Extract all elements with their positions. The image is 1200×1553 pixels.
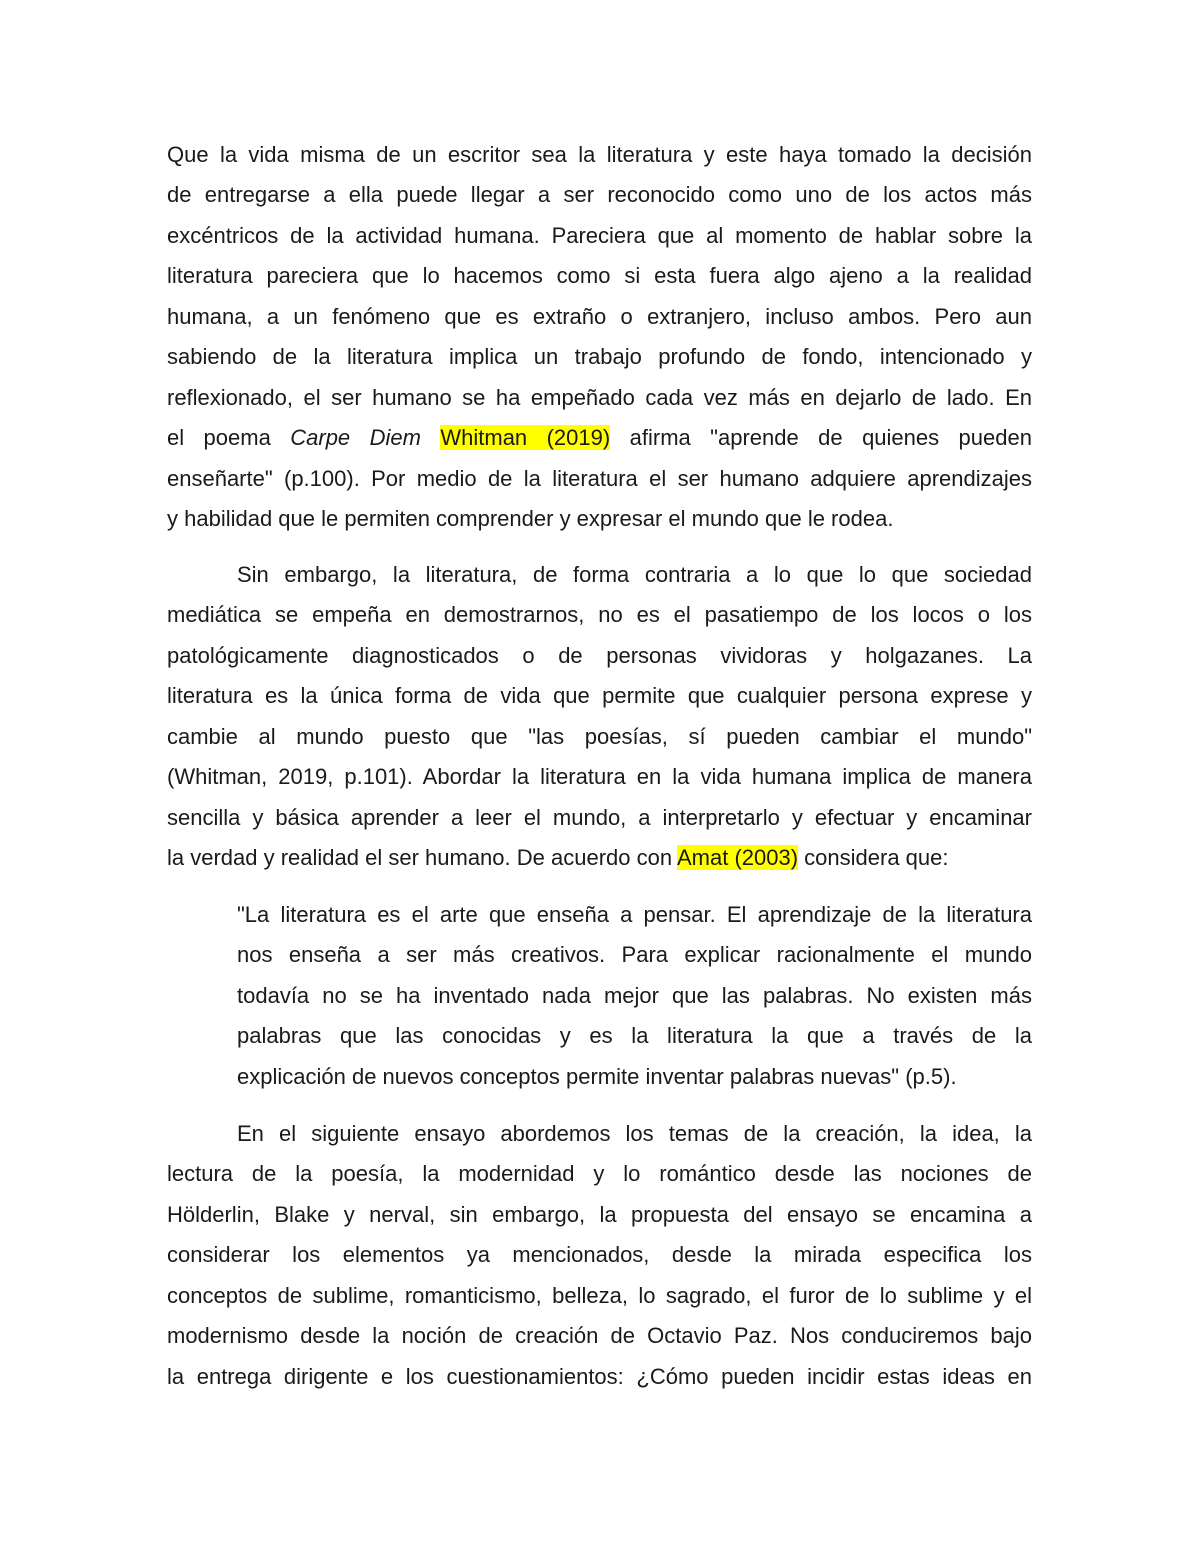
highlighted-citation: Amat (2003) <box>676 845 799 870</box>
paragraph-line: humana, a un fenómeno que es extraño o extranjero, incluso ambos. Pero aun <box>167 304 1032 329</box>
paragraph-line: Sin embargo, la literatura, de forma contraria a lo que lo que sociedad <box>237 562 1032 587</box>
paragraph-line: mediática se empeña en demostrarnos, no es el pasatiempo de los locos o los <box>167 602 1032 627</box>
line-text <box>421 425 440 450</box>
paragraph-line: lectura de la poesía, la modernidad y lo romántico desde las nociones de <box>167 1161 1032 1186</box>
paragraph-line: reflexionado, el ser humano se ha empeñado cada vez más en dejarlo de lado. En <box>167 385 1032 410</box>
quote-line-last: explicación de nuevos conceptos permite inventar palabras nuevas" (p.5). <box>237 1064 957 1089</box>
paragraph-line: considerar los elementos ya mencionados, desde la mirada especifica los <box>167 1242 1032 1267</box>
line-text: afirma "aprende de quienes pueden <box>610 425 1032 450</box>
paragraph-line-last: y habilidad que le permiten comprender y expresar el mundo que le rodea. <box>167 506 894 531</box>
paragraph-line: Que la vida misma de un escritor sea la literatura y este haya tomado la decisión <box>167 142 1032 167</box>
quote-line: nos enseña a ser más creativos. Para explicar racionalmente el mundo <box>237 942 1032 967</box>
paragraph-line: literatura pareciera que lo hacemos como si esta fuera algo ajeno a la realidad <box>167 263 1032 288</box>
paragraph-line: la entrega dirigente e los cuestionamientos: ¿Cómo pueden incidir estas ideas en <box>167 1364 1032 1389</box>
quote-line: todavía no se ha inventado nada mejor que las palabras. No existen más <box>237 983 1032 1008</box>
paragraph-line: En el siguiente ensayo abordemos los temas de la creación, la idea, la <box>237 1121 1032 1146</box>
paragraph-line: sencilla y básica aprender a leer el mundo, a interpretarlo y efectuar y encaminar <box>167 805 1032 830</box>
highlighted-citation: Whitman (2019) <box>440 425 611 450</box>
paragraph-line: sabiendo de la literatura implica un trabajo profundo de fondo, intencionado y <box>167 344 1032 369</box>
line-text: la verdad y realidad el ser humano. De acuerdo con <box>167 845 677 870</box>
paragraph-line-citation <box>167 423 1032 453</box>
paragraph-line: (Whitman, 2019, p.101). Abordar la literatura en la vida humana implica de manera <box>167 764 1032 789</box>
line-text: considera que: <box>798 845 949 870</box>
paragraph-line: conceptos de sublime, romanticismo, belleza, lo sagrado, el furor de lo sublime y el <box>167 1283 1032 1308</box>
line-text: el poema <box>167 425 291 450</box>
paragraph-line: cambie al mundo puesto que "las poesías, sí pueden cambiar el mundo" <box>167 724 1032 749</box>
paragraph-line: modernismo desde la noción de creación de Octavio Paz. Nos conduciremos bajo <box>167 1323 1032 1348</box>
quote-line: palabras que las conocidas y es la literatura la que a través de la <box>237 1023 1032 1048</box>
poem-title: Carpe Diem <box>290 425 421 450</box>
paragraph-line: literatura es la única forma de vida que permite que cualquier persona exprese y <box>167 683 1032 708</box>
paragraph-line: patológicamente diagnosticados o de personas vividoras y holgazanes. La <box>167 643 1032 668</box>
paragraph-line: Hölderlin, Blake y nerval, sin embargo, la propuesta del ensayo se encamina a <box>167 1202 1032 1227</box>
quote-line: "La literatura es el arte que enseña a pensar. El aprendizaje de la literatura <box>237 902 1032 927</box>
paragraph-line: excéntricos de la actividad humana. Pareciera que al momento de hablar sobre la <box>167 223 1032 248</box>
paragraph-line: de entregarse a ella puede llegar a ser reconocido como uno de los actos más <box>167 182 1032 207</box>
paragraph-line: enseñarte" (p.100). Por medio de la literatura el ser humano adquiere aprendizajes <box>167 466 1032 491</box>
paragraph-line-citation <box>167 843 948 873</box>
